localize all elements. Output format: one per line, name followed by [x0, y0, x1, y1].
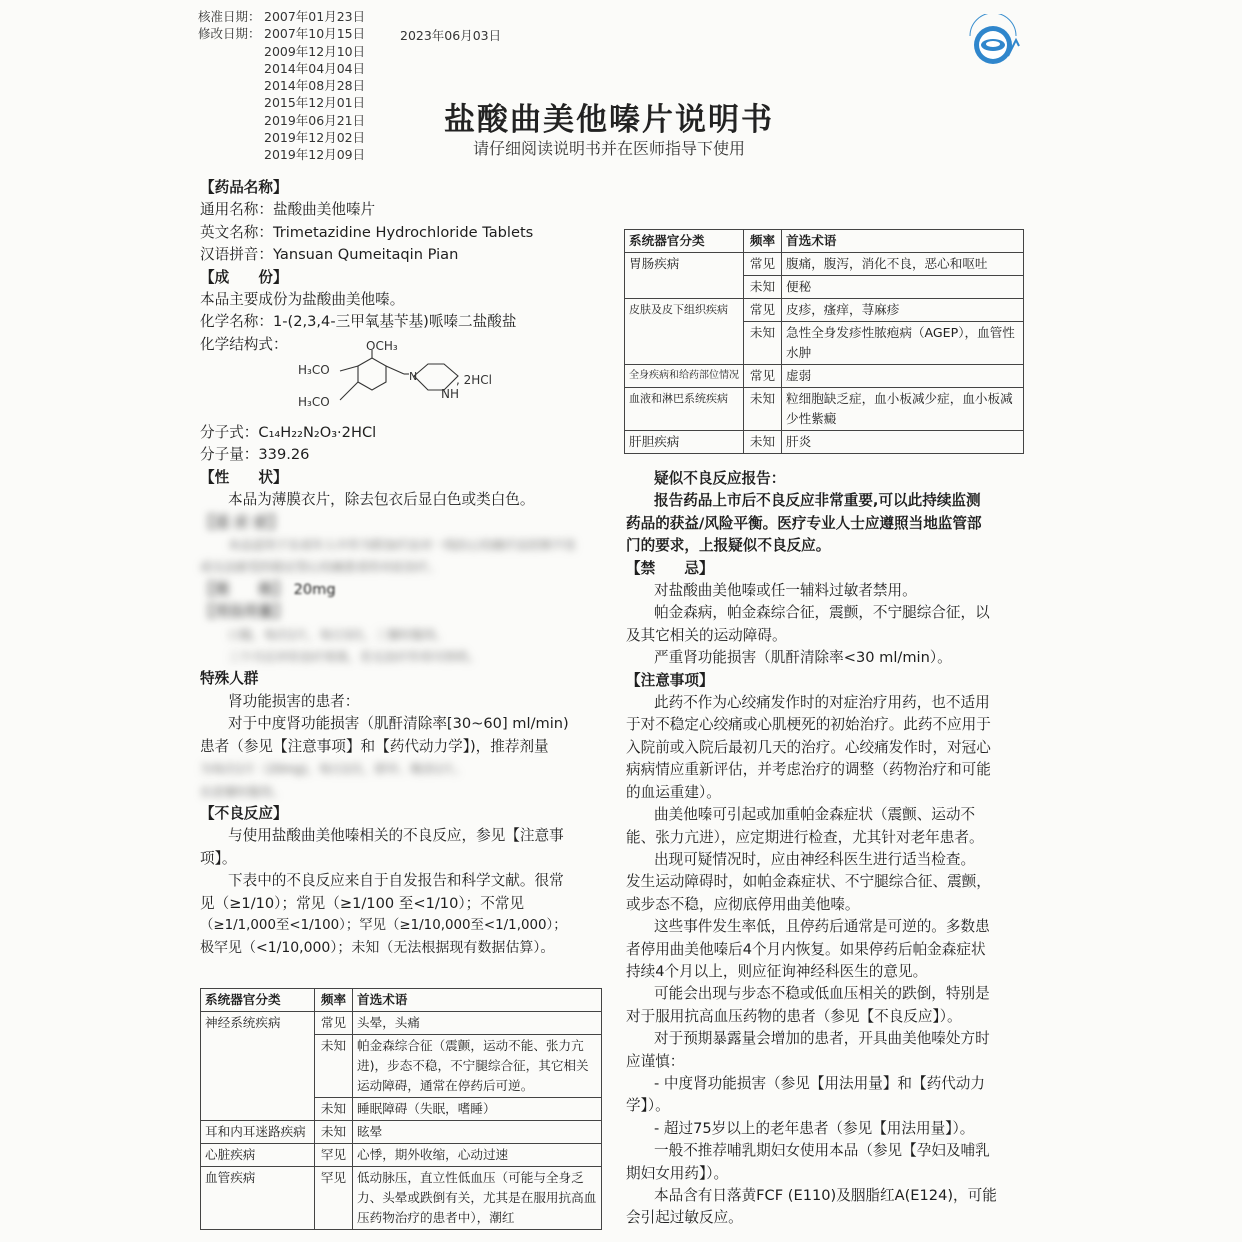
table-cell: 帕金森综合征（震颤，运动不能、张力亢进)，步态不稳，不宁腿综合征，其它相关运动障碍，通常在停药后可逆。 — [353, 1035, 602, 1098]
composition-text: 本品主要成份为盐酸曲美他嗪。 — [200, 291, 405, 309]
table-cell: 未知 — [315, 1035, 353, 1098]
table-cell: 头晕，头痛 — [353, 1012, 602, 1035]
blurred-text: 本品适用于在成年人中作为附加疗法对一线抗心绞痛疗法控制不佳 — [228, 538, 577, 553]
body-text: 药品的获益/风险平衡。医疗专业人士应遵照当地监管部 — [626, 514, 982, 532]
blurred-text: 或无法耐受的稳定型心绞痛患者的对症治疗。 — [200, 560, 441, 575]
table-cell: 神经系统疾病 — [201, 1012, 315, 1121]
body-text: 对于中度肾功能损害（肌酐清除率[30~60] ml/min) — [228, 715, 569, 733]
structure-label: 化学结构式： — [200, 335, 288, 353]
h3co-label: H₃CO — [298, 363, 330, 377]
body-text: 或步态不稳，应彻底停用曲美他嗪。 — [626, 895, 860, 913]
body-text: 对于服用抗高血压药物的患者（参见【不良反应】）。 — [626, 1007, 962, 1025]
section-heading: 【不良反应】 — [200, 804, 288, 822]
body-text: 能、张力亢进），应定期进行检查，尤其针对老年患者。 — [626, 828, 984, 846]
table-header-row — [201, 989, 602, 1012]
table-cell: 常见 — [315, 1012, 353, 1035]
table-row — [625, 365, 1024, 388]
document-title: 盐酸曲美他嗪片说明书 — [444, 102, 774, 138]
left-column — [200, 177, 610, 356]
table-cell: 罕见 — [315, 1167, 353, 1230]
body-text: （≥1/1,000至<1/100）；罕见（≥1/10,000至<1/1,000）； — [200, 917, 567, 933]
table-cell: 便秘 — [782, 276, 1024, 299]
revision-date: 2015年12月01日 — [264, 95, 366, 111]
table-header: 频率 — [744, 230, 782, 253]
revision-date: 2007年10月15日 — [264, 26, 366, 42]
section-heading: 特殊人群 — [200, 670, 259, 688]
table-cell: 低动脉压，直立性低血压（可能与全身乏力、头晕或跌倒有关，尤其是在服用抗高血压药物治疗的患者中），潮红 — [353, 1167, 602, 1230]
body-text: 会引起过敏反应。 — [626, 1209, 743, 1227]
adverse-reactions-table-2 — [624, 229, 1024, 454]
revision-date-label: 修改日期： — [198, 26, 261, 42]
pinyin-name: 汉语拼音：Yansuan Qumeitaqin Pian — [200, 246, 459, 264]
table-cell: 心悸，期外收缩，心动过速 — [353, 1144, 602, 1167]
nh-label: NH — [441, 387, 459, 401]
approval-date: 2007年01月23日 — [264, 9, 366, 24]
body-text: 严重肾功能损害（肌酐清除率<30 ml/min）。 — [654, 649, 952, 667]
body-text: 肾功能损害的患者： — [228, 692, 360, 710]
body-text: 学】）。 — [626, 1097, 670, 1115]
table-header-row — [625, 230, 1024, 253]
body-text: 对盐酸曲美他嗪或任一辅料过敏者禁用。 — [654, 582, 917, 600]
blurred-text: 口服，每次1片，每日3次，三餐时服用。 — [228, 627, 448, 642]
n-label: N — [409, 370, 418, 383]
revision-date: 2009年12月10日 — [264, 43, 366, 59]
table-cell: 眩晕 — [353, 1121, 602, 1144]
table-row — [625, 253, 1024, 276]
table-cell: 心脏疾病 — [201, 1144, 315, 1167]
table-row — [201, 1167, 602, 1230]
table-cell: 腹痛，腹泻，消化不良，恶心和呕吐 — [782, 253, 1024, 276]
body-text: 极罕见（<1/10,000）；未知（无法根据现有数据估算）。 — [200, 940, 555, 957]
revision-date: 2014年04月04日 — [264, 60, 366, 76]
body-text: 者停用曲美他嗪后4个月内恢复。如果停药后帕金森症状 — [626, 940, 986, 958]
body-text: 项】。 — [200, 849, 237, 867]
safe-medication-logo-icon — [962, 14, 1024, 66]
chemical-structure-diagram — [296, 338, 506, 418]
body-text: 对于预期暴露量会增加的患者，开具曲美他嗪处方时 — [654, 1030, 990, 1048]
body-text: 期妇女用药】）。 — [626, 1164, 729, 1182]
section-heading: 【规 格】 — [200, 580, 288, 598]
table-row — [625, 299, 1024, 322]
blurred-text: 三个月后评价治疗效果，若无治疗作用可停药。 — [228, 650, 481, 665]
table-cell: 未知 — [315, 1121, 353, 1144]
left-column-cont — [200, 422, 610, 960]
document-subtitle: 请仔细阅读说明书并在医师指导下使用 — [472, 139, 745, 158]
body-text: 病病情应重新评估，并考虑治疗的调整（药物治疗和可能 — [626, 761, 991, 779]
section-heading: 【禁 忌】 — [626, 559, 714, 577]
table-row — [201, 1121, 602, 1144]
table-cell: 常见 — [744, 253, 782, 276]
body-text: 于对不稳定心绞痛或心肌梗死的初始治疗。此药不应用于 — [626, 716, 991, 734]
section-heading: 【性 状】 — [200, 468, 288, 486]
body-text: 见（≥1/10）；常见（≥1/100 至<1/10）；不常见 — [200, 894, 525, 912]
table-cell: 粒细胞缺乏症，血小板减少症，血小板减少性紫癜 — [782, 388, 1024, 431]
table-cell: 耳和内耳迷路疾病 — [201, 1121, 315, 1144]
molecular-weight: 分子量：339.26 — [200, 446, 310, 464]
table-cell: 未知 — [744, 276, 782, 299]
section-heading: 【用法用量】 — [200, 603, 288, 621]
table-header: 系统器官分类 — [201, 989, 315, 1012]
body-text: - 超过75岁以上的老年患者（参见【用法用量】）。 — [654, 1119, 975, 1137]
table-header: 首选术语 — [353, 989, 602, 1012]
table-cell: 虚弱 — [782, 365, 1024, 388]
table-header: 首选术语 — [782, 230, 1024, 253]
body-text: 与使用盐酸曲美他嗪相关的不良反应，参见【注意事 — [228, 827, 564, 845]
body-text: 一般不推荐哺乳期妇女使用本品（参见【孕妇及哺乳 — [654, 1142, 990, 1160]
table-cell: 急性全身发疹性脓疱病（AGEP），血管性水肿 — [782, 322, 1024, 365]
body-text: 曲美他嗪可引起或加重帕金森症状（震颤、运动不 — [654, 806, 976, 824]
approval-date-label: 核准日期： — [198, 9, 261, 24]
body-text: 的血运重建）。 — [626, 783, 721, 801]
section-heading: 疑似不良反应报告： — [654, 470, 786, 487]
table-row — [201, 1144, 602, 1167]
table-cell: 睡眠障碍（失眠，嗜睡） — [353, 1098, 602, 1121]
table-header: 频率 — [315, 989, 353, 1012]
table-cell: 全身疾病和给药部位情况 — [625, 365, 744, 388]
properties-text: 本品为薄膜衣片，除去包衣后显白色或类白色。 — [228, 491, 535, 509]
body-text: 入院前或入院后最初几天的治疗。心绞痛发作时，对冠心 — [626, 738, 991, 756]
body-text: 帕金森病，帕金森综合征，震颤，不宁腿综合征，以 — [654, 604, 990, 622]
table-cell: 未知 — [315, 1098, 353, 1121]
revision-date: 2014年08月28日 — [264, 78, 366, 94]
body-text: 应谨慎： — [626, 1052, 685, 1070]
chemical-name: 化学名称：1-(2,3,4-三甲氧基苄基)哌嗪二盐酸盐 — [200, 313, 517, 331]
table-cell: 皮疹，瘙痒，荨麻疹 — [782, 299, 1024, 322]
blurred-text: 在进餐时服用。 — [200, 784, 285, 799]
body-text: - 中度肾功能损害（参见【用法用量】和【药代动力 — [654, 1074, 985, 1092]
body-text: 发生运动障碍时，如帕金森症状、不宁腿综合征、震颤， — [626, 873, 991, 891]
body-text: 门的要求，上报疑似不良反应。 — [626, 537, 831, 555]
table-cell: 未知 — [744, 388, 782, 431]
section-heading: 【药品名称】 — [200, 179, 288, 196]
table-cell: 胃肠疾病 — [625, 253, 744, 299]
table-cell: 常见 — [744, 365, 782, 388]
body-text: 患者（参见【注意事项】和【药代动力学】)，推荐剂量 — [200, 737, 549, 755]
body-text: 本品含有日落黄FCF (E110)及胭脂红A(E124)，可能 — [654, 1187, 997, 1204]
table-cell: 血液和淋巴系统疾病 — [625, 388, 744, 431]
right-column — [626, 468, 1031, 1230]
body-text: 这些事件发生率低，且停药后通常是可逆的。多数患 — [654, 918, 990, 936]
table-cell: 罕见 — [315, 1144, 353, 1167]
table-cell: 肝胆疾病 — [625, 431, 744, 454]
spec-value: 20mg — [293, 580, 336, 598]
revision-date: 2019年12月02日 — [264, 130, 366, 146]
body-text: 出现可疑情况时，应由神经科医生进行适当检查。 — [654, 850, 976, 868]
table-cell: 肝炎 — [782, 431, 1024, 454]
h3co-label: H₃CO — [298, 395, 330, 409]
molecular-formula: 分子式：C₁₄H₂₂N₂O₃·2HCl — [200, 424, 377, 441]
body-text: 及其它相关的运动障碍。 — [626, 626, 787, 644]
table-cell: 常见 — [744, 299, 782, 322]
table-row — [625, 431, 1024, 454]
body-text: 下表中的不良反应来自于自发报告和科学文献。很常 — [228, 872, 564, 890]
body-text: 此药不作为心绞痛发作时的对症治疗用药，也不适用 — [654, 694, 990, 712]
adverse-reactions-table — [200, 988, 602, 1230]
revision-date: 2019年12月09日 — [264, 147, 366, 163]
body-text: 可能会出现与步态不稳或低血压相关的跌倒，特别是 — [654, 985, 990, 1003]
table-cell: 未知 — [744, 322, 782, 365]
generic-name: 通用名称：盐酸曲美他嗪片 — [200, 201, 376, 219]
revision-date: 2019年06月21日 — [264, 112, 366, 128]
table-header: 系统器官分类 — [625, 230, 744, 253]
revision-date-extra: 2023年06月03日 — [400, 28, 502, 43]
och3-label: OCH₃ — [366, 339, 398, 353]
section-heading: 【适 应 症】 — [200, 513, 284, 531]
body-text: 持续4个月以上，则应征询神经科医生的意见。 — [626, 962, 928, 980]
section-heading: 【成 份】 — [200, 268, 288, 286]
table-cell: 未知 — [744, 431, 782, 454]
table-cell: 血管疾病 — [201, 1167, 315, 1230]
table-cell: 皮肤及皮下组织疾病 — [625, 299, 744, 365]
blurred-text: 为每次1片（20mg)，每日2次，即早、晚各1片。 — [200, 762, 467, 777]
salt-label: , 2HCl — [456, 373, 492, 387]
table-row — [625, 388, 1024, 431]
body-text: 报告药品上市后不良反应非常重要,可以此持续监测 — [654, 492, 981, 510]
english-name: 英文名称：Trimetazidine Hydrochloride Tablets — [200, 223, 534, 241]
table-row — [201, 1012, 602, 1035]
section-heading: 【注意事项】 — [626, 671, 714, 689]
